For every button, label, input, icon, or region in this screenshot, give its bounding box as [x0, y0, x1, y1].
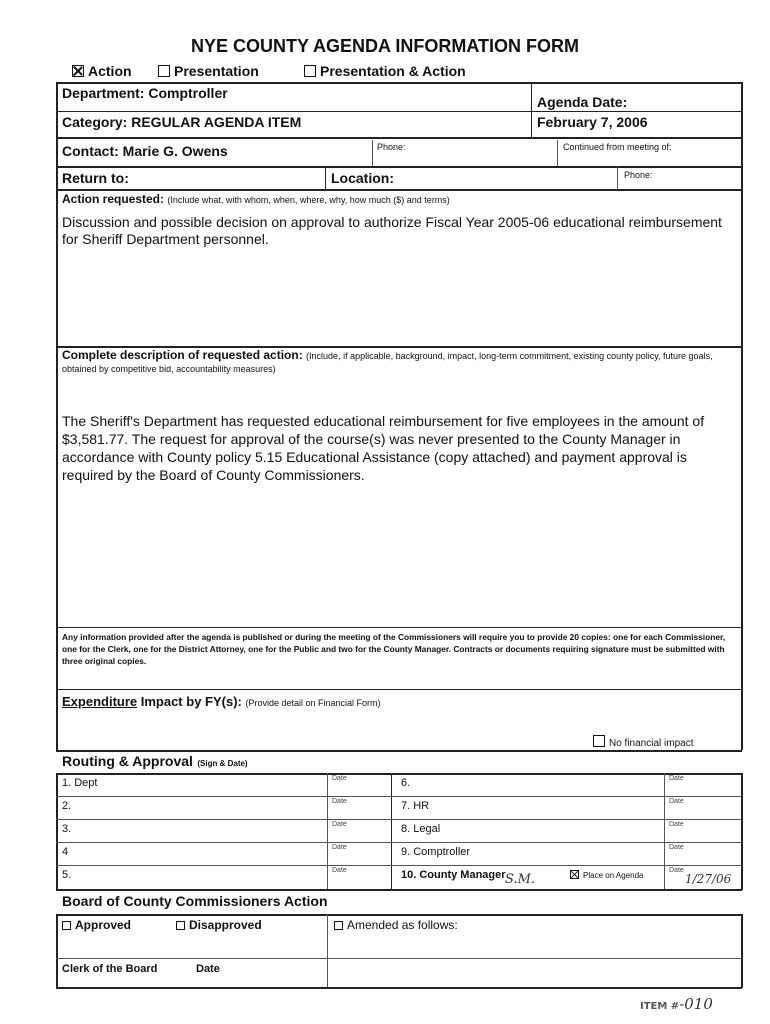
item-label: ITEM #: [640, 1001, 680, 1012]
presentation-checkbox[interactable]: [158, 65, 170, 77]
agenda-date-vline: [531, 82, 532, 138]
location: Location:: [331, 170, 394, 186]
approved-option[interactable]: Approved: [62, 918, 131, 932]
notice-divider: [56, 627, 742, 628]
routing-step[interactable]: 2.: [62, 800, 72, 812]
contact: Contact: Marie G. Owens: [62, 143, 228, 159]
board-bottom: [56, 987, 742, 989]
routing-subtitle: (Sign & Date): [197, 759, 248, 768]
action-requested-hint: (Include what, with whom, when, where, why, how much ($) and terms): [167, 195, 450, 205]
type-option-action[interactable]: Action: [72, 63, 132, 79]
routing-step[interactable]: 3.: [62, 823, 72, 835]
date-label: Date: [332, 821, 347, 828]
routing-step[interactable]: 8. Legal: [401, 823, 441, 835]
routing-mid-vline: [391, 773, 392, 890]
disapproved-option[interactable]: Disapproved: [176, 918, 262, 932]
routing-step[interactable]: 6.: [401, 777, 411, 789]
no-financial-impact[interactable]: No financial impact: [593, 735, 693, 749]
routing-header: [62, 753, 248, 771]
place-on-agenda-checkbox[interactable]: [570, 870, 579, 879]
routing-step-county-manager[interactable]: 10. County Manager: [401, 869, 506, 881]
date-label: Date: [669, 844, 684, 851]
action-requested-header: [62, 192, 450, 206]
date-label: Date: [669, 775, 684, 782]
board-row-line: [56, 958, 742, 959]
routing-step[interactable]: 1. Dept: [62, 777, 98, 789]
row3-line: [56, 166, 742, 168]
description-hint: (Include, if applicable, background, impact, long-term commitment, existing county policy, future goals, obtained by competitive bid, accountability measures): [62, 351, 713, 374]
notice-text: Any information provided after the agenda is published or during the meeting of the Commissioners will require you to provide 20 copies: one for each Commissioner, one for the Clerk, one for the District Attorney, one for the Public and two for the County Manager. Contracts or documents requiring signature must be submitted with three original copies.: [62, 632, 726, 666]
phone2-label: Phone:: [624, 170, 653, 180]
routing-date-right-vline: [664, 773, 665, 890]
frame-right: [741, 82, 743, 750]
board-right: [741, 914, 743, 988]
action-checkbox[interactable]: [72, 65, 84, 77]
board-mid-vline: [327, 914, 328, 988]
location-vline: [325, 167, 326, 189]
clerk-label: Clerk of the Board: [62, 963, 158, 975]
date-label: Date: [669, 867, 684, 874]
row4-line: [56, 189, 742, 191]
routing-left: [56, 773, 58, 890]
date-label: Date: [669, 798, 684, 805]
description-header: [62, 349, 738, 375]
disapproved-checkbox[interactable]: [176, 921, 185, 930]
date-label: Date: [332, 844, 347, 851]
routing-row-line: [56, 819, 742, 820]
expenditure-hint: (Provide detail on Financial Form): [245, 698, 381, 708]
routing-step[interactable]: 4: [62, 846, 69, 858]
agenda-date-value[interactable]: February 7, 2006: [537, 114, 648, 130]
expenditure-header: [62, 694, 381, 709]
amended-checkbox[interactable]: [334, 921, 343, 930]
board-left: [56, 914, 58, 988]
notice-bottom: [56, 689, 742, 690]
department: Department: Comptroller: [62, 85, 228, 101]
presentation-action-checkbox[interactable]: [304, 65, 316, 77]
action-requested-label: Action requested:: [62, 192, 165, 206]
amended-option[interactable]: Amended as follows:: [334, 918, 458, 932]
row1-line: [56, 111, 742, 112]
frame-top: [56, 82, 742, 84]
description-label: Complete description of requested action:: [62, 348, 303, 362]
agenda-date-label: Agenda Date:: [537, 94, 628, 110]
type-option-presentation[interactable]: Presentation: [158, 63, 259, 79]
return-to: Return to:: [62, 170, 129, 186]
approved-checkbox[interactable]: [62, 921, 71, 930]
place-on-agenda[interactable]: Place on Agenda: [570, 870, 644, 880]
routing-step[interactable]: 5.: [62, 869, 72, 881]
routing-row-line: [56, 865, 742, 866]
date-label: Date: [332, 775, 347, 782]
routing-step[interactable]: 7. HR: [401, 800, 430, 812]
category: Category: REGULAR AGENDA ITEM: [62, 114, 302, 130]
expenditure-label-rest: Impact by FY(s):: [137, 694, 242, 709]
continued-vline: [557, 140, 558, 166]
manager-date: 1/27/06: [685, 872, 732, 886]
routing-row-line: [56, 796, 742, 797]
routing-bottom: [56, 889, 742, 891]
manager-signature: S.M.: [505, 872, 536, 887]
routing-title: Routing & Approval: [62, 753, 193, 769]
routing-right: [741, 773, 743, 890]
item-number: [640, 994, 713, 1013]
continued-label: Continued from meeting of:: [563, 142, 672, 152]
frame-left: [56, 82, 58, 750]
expenditure-label: Expenditure: [62, 694, 138, 709]
board-top: [56, 914, 742, 916]
action-requested-text[interactable]: Discussion and possible decision on approval to authorize Fiscal Year 2005-06 educational reimbursement for Sheriff Department personnel.: [62, 214, 722, 247]
routing-date-left-vline: [327, 773, 328, 890]
form-title: NYE COUNTY AGENDA INFORMATION FORM: [191, 36, 579, 56]
date-label: Date: [332, 867, 347, 874]
date-label: Date: [669, 821, 684, 828]
clerk-date-label: Date: [196, 963, 220, 975]
expenditure-bottom: [56, 750, 742, 752]
type-option-presentation-action[interactable]: Presentation & Action: [304, 63, 466, 79]
phone2-vline: [617, 167, 618, 189]
board-title: Board of County Commissioners Action: [62, 893, 328, 909]
phone-vline: [372, 140, 373, 166]
routing-top: [56, 773, 742, 775]
phone-label: Phone:: [377, 142, 406, 152]
item-value: -010: [679, 995, 713, 1013]
date-label: Date: [332, 798, 347, 805]
no-financial-impact-checkbox[interactable]: [593, 735, 605, 747]
description-text[interactable]: The Sheriff's Department has requested educational reimbursement for five employees in the amount of $3,581.77. The request for approval of the course(s) was never presented to the County Manager in accordance with County policy 5.15 Educational Assistance (copy attached) and payment approval is required by the Board of County Commissioners.: [62, 413, 705, 483]
routing-step[interactable]: 9. Comptroller: [401, 846, 471, 858]
row2-line: [56, 137, 742, 139]
routing-row-line: [56, 842, 742, 843]
